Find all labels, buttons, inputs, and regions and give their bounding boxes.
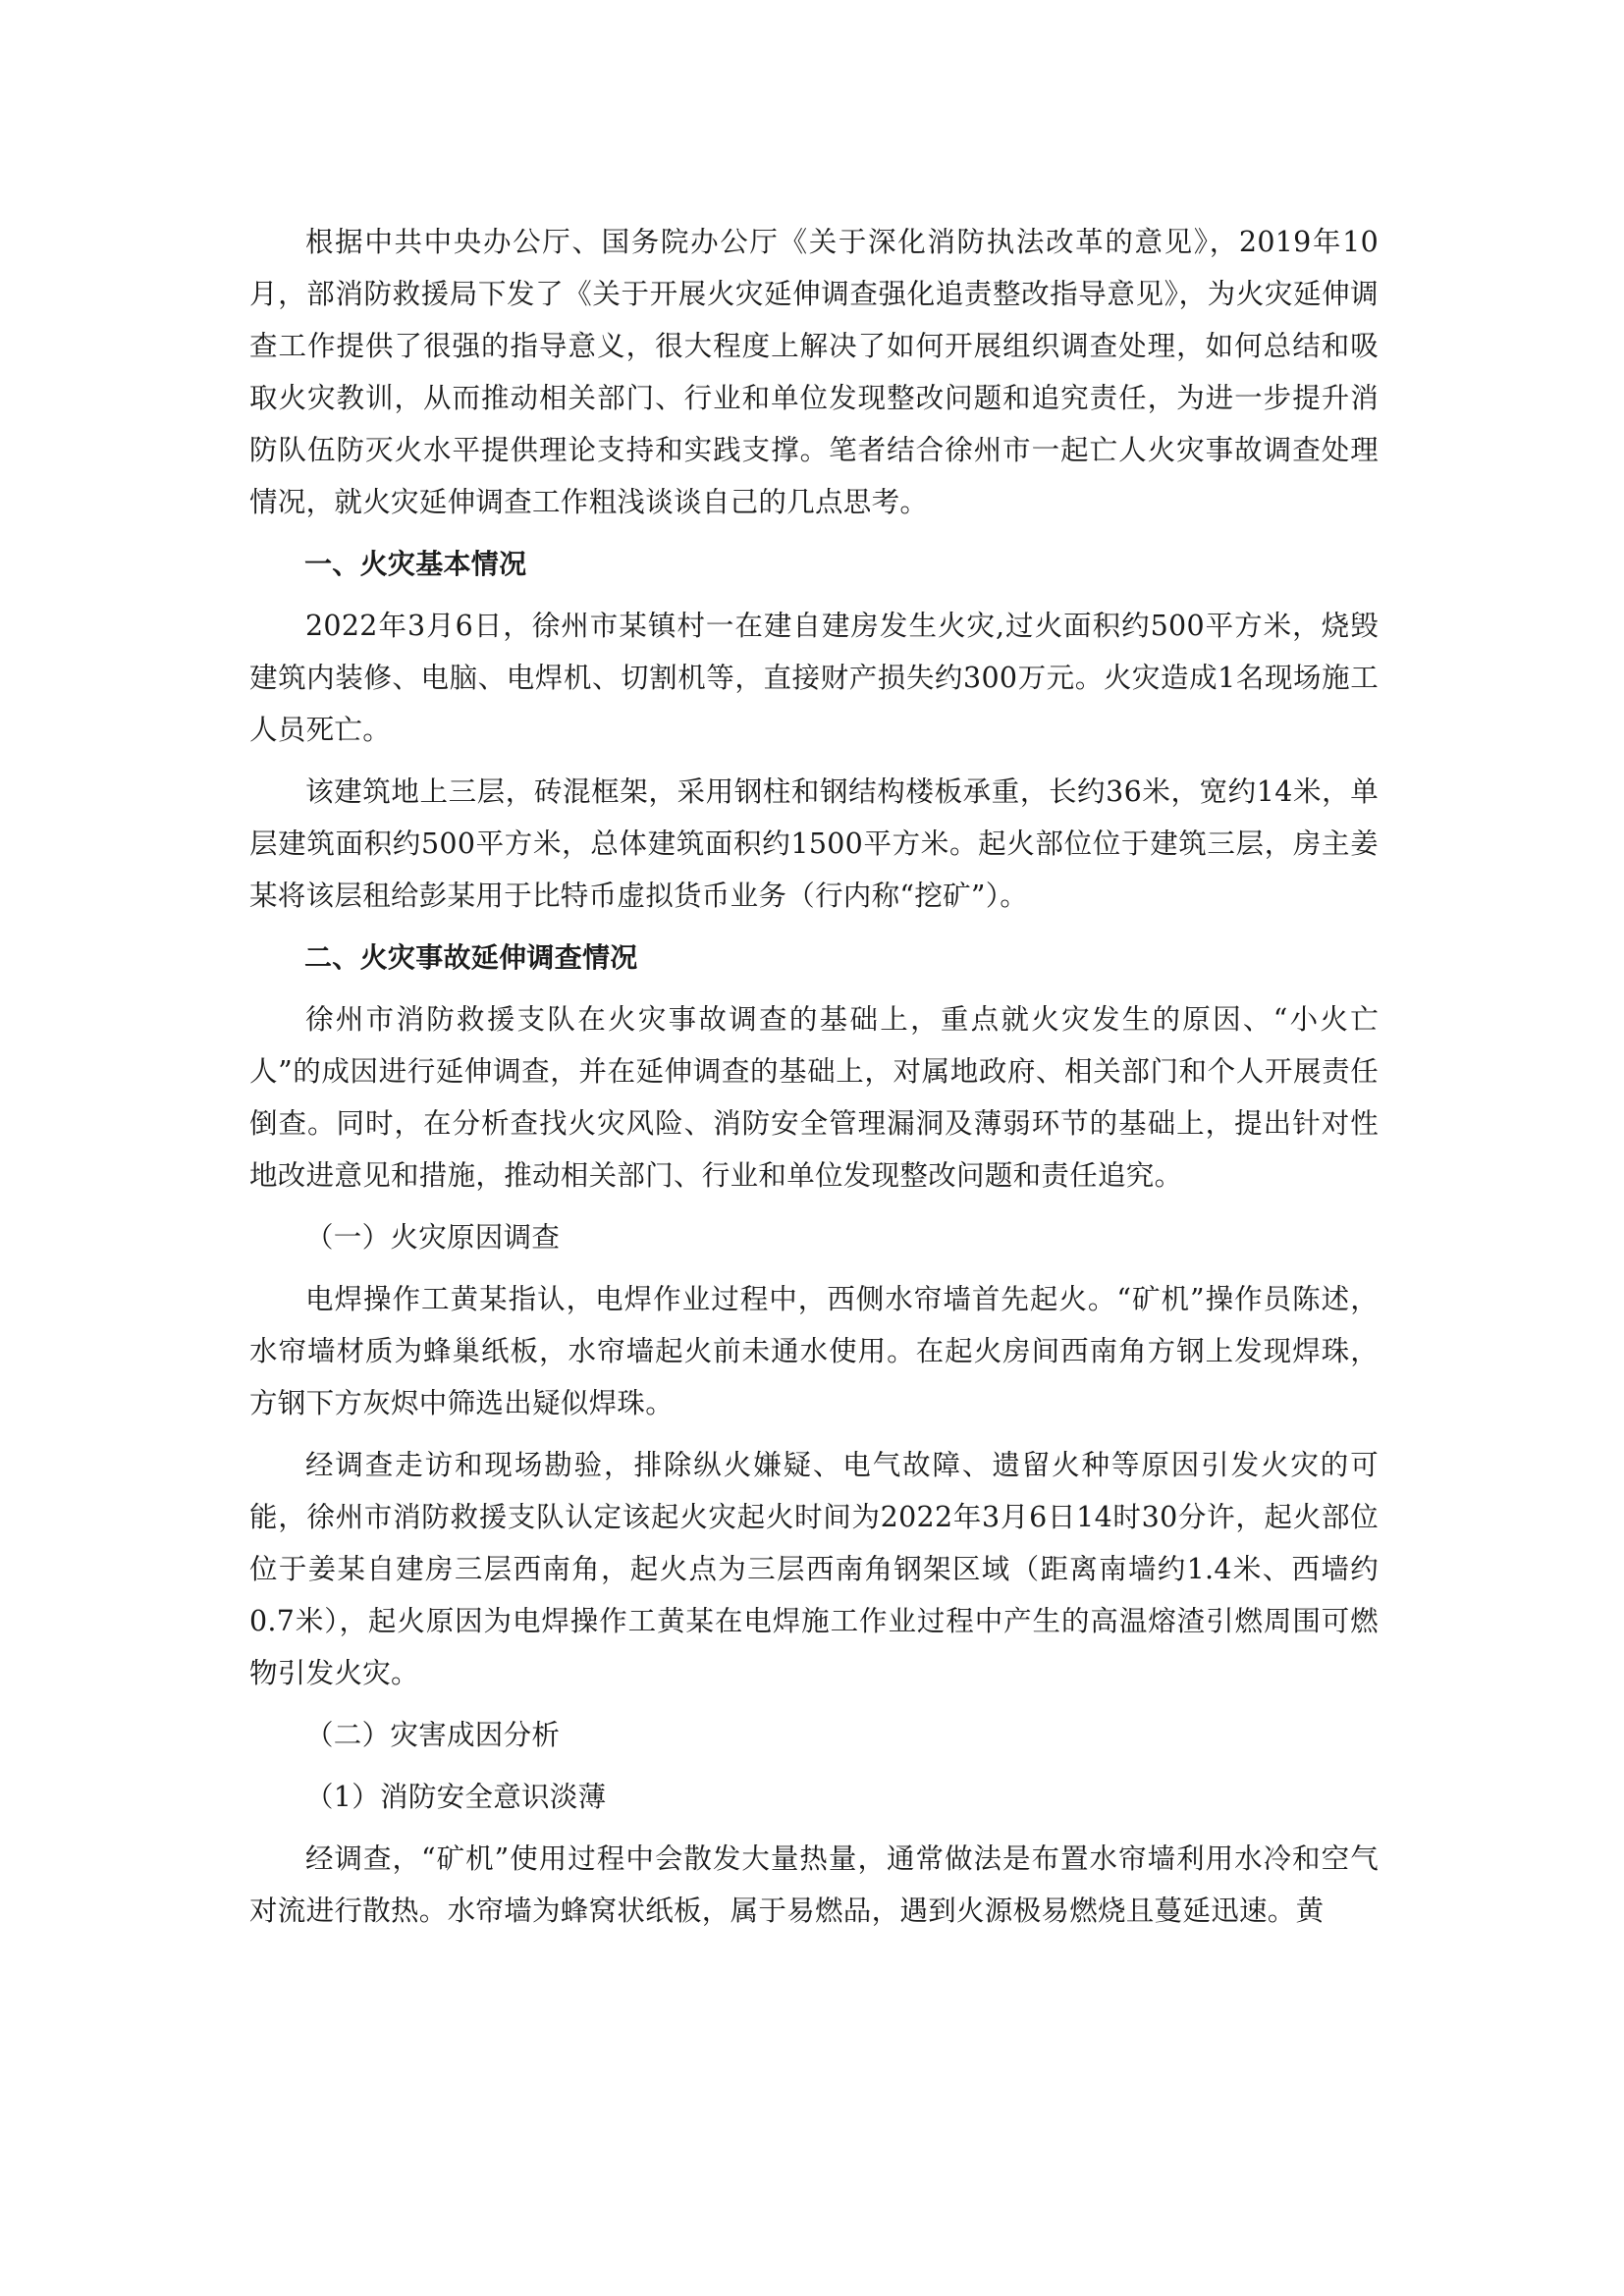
intro-paragraph: 根据中共中央办公厅、国务院办公厅《关于深化消防执法改革的意见》，2019年10月，部消防救援局下发了《关于开展火灾延伸调查强化追责整改指导意见》，为火灾延伸调查工作提供了很强的指导意义，很大程度上解决了如何开展组织调查处理，如何总结和吸取火灾教训，从而推动相关部门、行业和单位发现整改问题和追究责任，为进一步提升消防队伍防灭火水平提供理论支持和实践支撑。笔者结合徐州市一起亡人火灾事故调查处理情况，就火灾延伸调查工作粗浅谈谈自己的几点思考。 bbox=[249, 226, 1379, 518]
paragraph-building-description: 该建筑地上三层，砖混框架，采用钢柱和钢结构楼板承重，长约36米，宽约14米，单层建筑面积约500平方米，总体建筑面积约1500平方米。起火部位位于建筑三层，房主姜某将该层租给彭某用于比特币虚拟货币业务（行内称“挖矿”）。 bbox=[249, 775, 1379, 912]
document-body bbox=[249, 216, 1379, 1947]
paragraph-mining-machine-heat: 经调查，“矿机”使用过程中会散发大量热量，通常做法是布置水帘墙利用水冷和空气对流进行散热。水帘墙为蜂窝状纸板，属于易燃品，遇到火源极易燃烧且蔓延迅速。黄 bbox=[249, 1842, 1379, 1927]
section-heading-basic-situation: 一、火灾基本情况 bbox=[304, 548, 527, 580]
paragraph-investigation-overview: 徐州市消防救援支队在火灾事故调查的基础上，重点就火灾发生的原因、“小火亡人”的成因进行延伸调查，并在延伸调查的基础上，对属地政府、相关部门和个人开展责任倒查。同时，在分析查找火灾风险、消防安全管理漏洞及薄弱环节的基础上，提出针对性地改进意见和措施，推动相关部门、行业和单位发现整改问题和责任追究。 bbox=[249, 1003, 1379, 1192]
paragraph-witness-statement: 电焊操作工黄某指认，电焊作业过程中，西侧水帘墙首先起火。“矿机”操作员陈述，水帘墙材质为蜂巢纸板，水帘墙起火前未通水使用。在起火房间西南角方钢上发现焊珠，方钢下方灰烬中筛选出疑似焊珠。 bbox=[249, 1283, 1379, 1419]
subheading-disaster-cause-analysis: （二）灾害成因分析 bbox=[305, 1719, 561, 1751]
paragraph-cause-determination: 经调查走访和现场勘验，排除纵火嫌疑、电气故障、遗留火种等原因引发火灾的可能，徐州市消防救援支队认定该起火灾起火时间为2022年3月6日14时30分许，起火部位位于姜某自建房三层西南角，起火点为三层西南角钢架区域（距离南墙约1.4米、西墙约0.7米），起火原因为电焊操作工黄某在电焊施工作业过程中产生的高温熔渣引燃周围可燃物引发火灾。 bbox=[249, 1449, 1379, 1689]
paragraph-fire-overview: 2022年3月6日，徐州市某镇村一在建自建房发生火灾,过火面积约500平方米，烧毁建筑内装修、电脑、电焊机、切割机等，直接财产损失约300万元。火灾造成1名现场施工人员死亡。 bbox=[249, 610, 1379, 746]
section-heading-extended-investigation: 二、火灾事故延伸调查情况 bbox=[304, 941, 638, 974]
subheading-cause-investigation: （一）火灾原因调查 bbox=[305, 1221, 561, 1254]
subheading-weak-safety-awareness: （1）消防安全意识淡薄 bbox=[305, 1781, 607, 1813]
